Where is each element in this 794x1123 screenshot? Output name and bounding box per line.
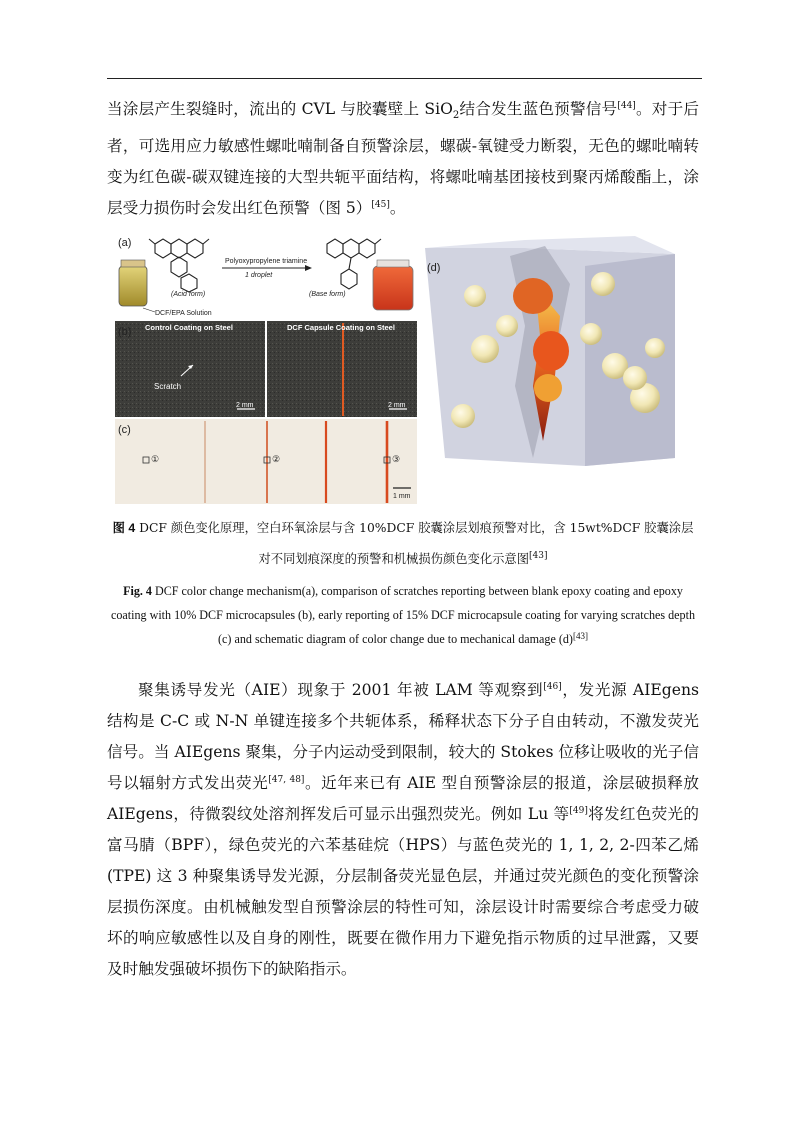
marker-2: ②	[272, 455, 281, 465]
reagent-label: Polyoxypropylene triamine	[225, 258, 308, 265]
paragraph-1: 当涂层产生裂缝时，流出的 CVL 与胶囊壁上 SiO$_2$结合发生蓝色预警信号[44]。对于后者，可选用应力敏感性螺吡喃制备自预警涂层，螺碳-氧键受力断裂，无色的螺吡喃转变为红色碳-碳双键连接的大型共轭平面结构，将螺吡喃基团接枝到聚丙烯酸酯上，涂层受力损伤时会发出红色预警（图 5）[45]。	[107, 100, 699, 218]
solution-label: DCF/EPA Solution	[155, 310, 212, 317]
scale-c: 1 mm	[393, 493, 411, 500]
panel-d-graphic	[425, 232, 675, 466]
caption-cn: 图 4 DCF 颜色变化原理，空白环氧涂层与含 10%DCF 胶囊涂层划痕预警对比，含 15wt%DCF 胶囊涂层对不同划痕深度的预警和机械损伤颜色变化示意图[43]	[112, 521, 694, 566]
panel-b-label: (b)	[118, 326, 132, 338]
scale-b1: 2 mm	[236, 402, 254, 409]
header-rule	[107, 78, 702, 79]
figure-4	[115, 226, 677, 506]
scratch-label: Scratch	[154, 382, 182, 391]
red-jar	[373, 266, 413, 310]
yellow-jar-cap	[121, 260, 145, 267]
panel-c-label: (c)	[118, 424, 131, 436]
panel-d-label: (d)	[427, 262, 441, 274]
yellow-jar	[119, 266, 147, 306]
panel-c-bg	[115, 419, 417, 504]
caption-en: Fig. 4 DCF color change mechanism(a), comparison of scratches reporting between blank epoxy coating and epoxy coating with 10% DCF microcapsules (b), early reporting of 15% DCF microcapsule coating for varying scratches depth (c) and schematic diagram of color change due to mechanical damage (d)[43]	[110, 584, 696, 646]
red-jar-cap	[377, 260, 409, 267]
marker-1: ①	[151, 455, 160, 465]
paragraph-2: 聚集诱导发光（AIE）现象于 2001 年被 LAM 等观察到[46]，发光源 AIEgens 结构是 C-C 或 N-N 单键连接多个共轭体系，稀释状态下分子自由转动，不激发荧光信号。当 AIEgens 聚集，分子内运动受到限制，较大的 Stokes 位移让吸收的光子信号以辐射方式发出荧光[47, 48]。近年来已有 AIE 型自预警涂层的报道，涂层破损释放 AIEgens，待微裂纹处溶剂挥发后可显示出强烈荧光。例如 Lu 等[49]将发红色荧光的富马腈（BPF），绿色荧光的六苯基硅烷（HPS）与蓝色荧光的 1, 1, 2, 2-四苯乙烯 (TPE) 这 3 种聚集诱导发光源，分层制备荧光显色层，并通过荧光颜色的变化预警涂层损伤深度。由机械触发型自预警涂层的特性可知，涂层设计时需要综合考虑受力破坏的响应敏感性以及自身的刚性，既要在微作用力下避免指示物质的过早泄露，又要及时触发强破坏损伤下的缺陷指示。	[107, 681, 699, 978]
droplet-label: 1 droplet	[245, 272, 273, 279]
acid-form-label: (Acid form)	[171, 291, 206, 298]
panel-a-label: (a)	[118, 237, 132, 249]
scale-b2: 2 mm	[388, 402, 406, 409]
marker-3: ③	[392, 455, 401, 465]
control-label: Control Coating on Steel	[145, 323, 233, 332]
capsule-label: DCF Capsule Coating on Steel	[287, 323, 395, 332]
figure-graphic	[115, 226, 677, 506]
base-form-label: (Base form)	[309, 291, 346, 298]
